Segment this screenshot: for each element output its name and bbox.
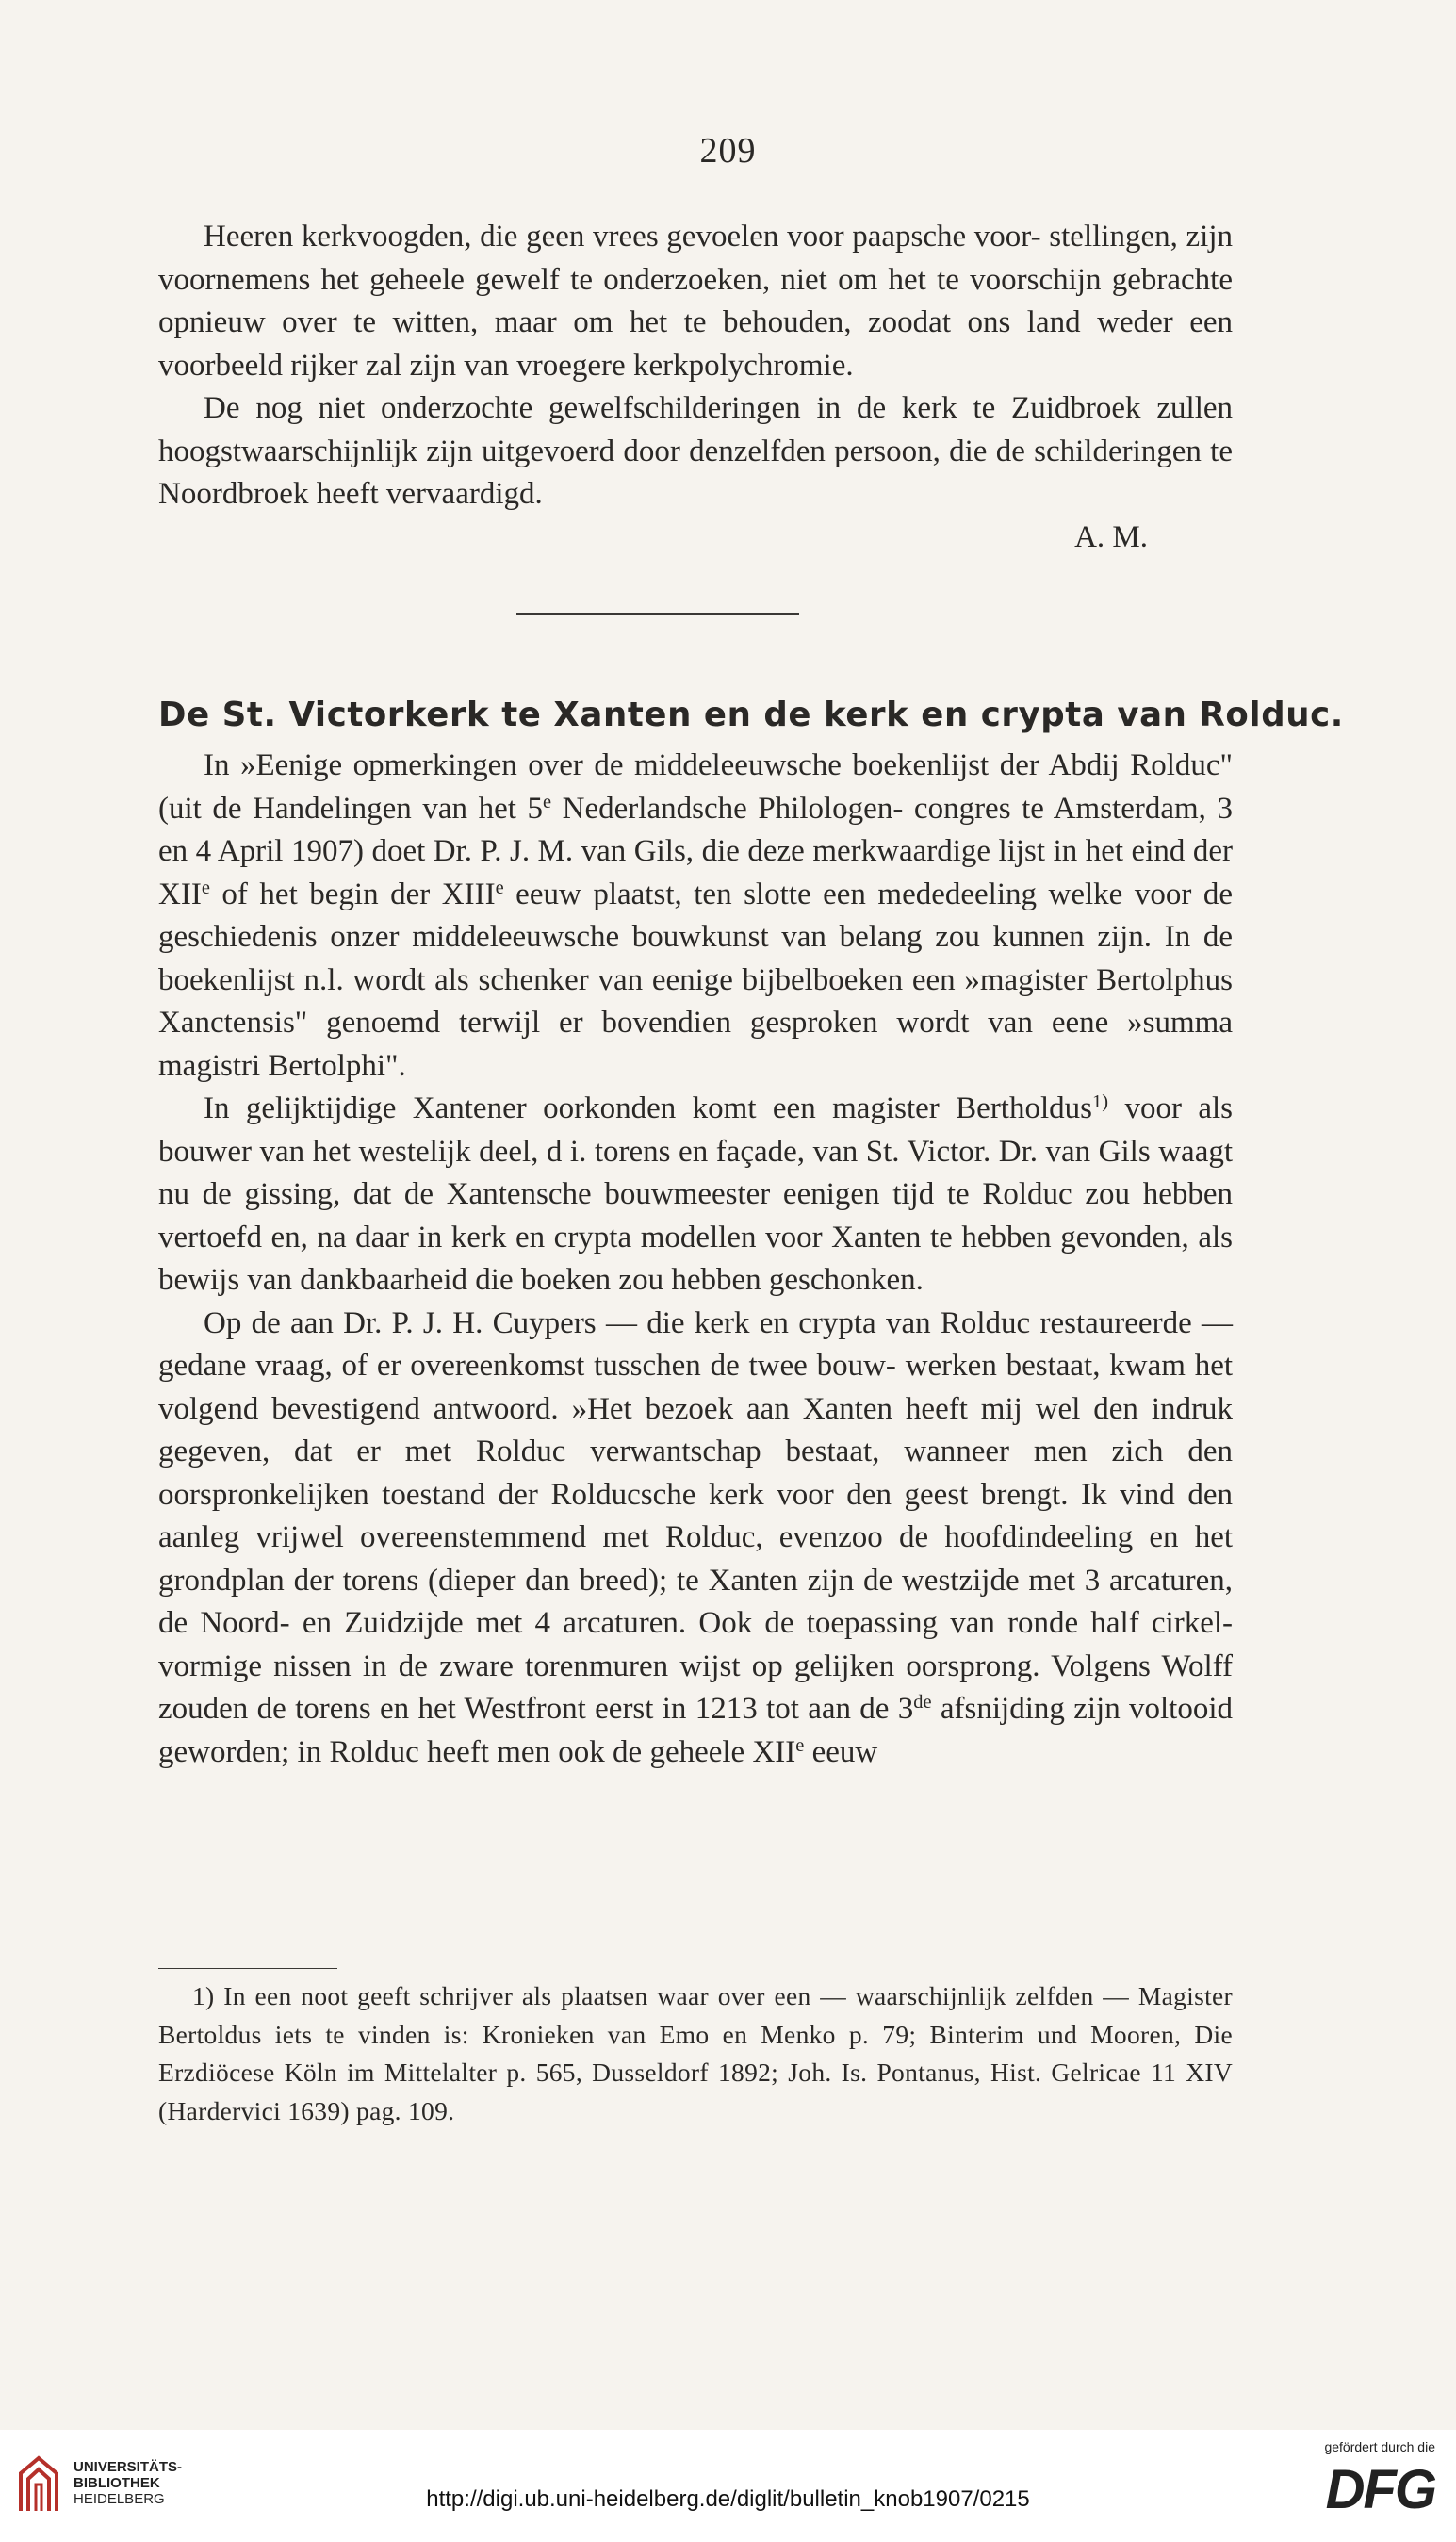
article-title: De St. Victorkerk te Xanten en de kerk en crypta van Rolduc. xyxy=(158,696,1344,734)
article-paragraph-3: Op de aan Dr. P. J. H. Cuypers — die kerk en crypta van Rolduc restaureerde — gedane vraag, of er overeenkomst tusschen de twee bouw- werken bestaat, kwam het volgend bevestigend antwoord. »Het bezoek aan Xanten heeft mij wel den indruk gegeven, dat er met Rolduc verwantschap bestaat, wanneer men zich den oorspronkelijken toestand der Rolducsche kerk voor den geest brengt. Ik vind den aanleg vrijwel overeenstemmend met Rolduc, evenzoo de hoofdindeeling en het grondplan der torens (dieper dan breed); te Xanten zijn de westzijde met 3 arcaturen, de Noord- en Zuidzijde met 4 arcaturen. Ook de toepassing van ronde half cirkel- vormige nissen in de zware torenmuren wijst op gelijken oorsprong. Volgens Wolff zouden de torens en het Westfront eerst in 1213 tot aan de 3de afsnijding zijn voltooid geworden; in Rolduc heeft men ook de geheele XIIe eeuw xyxy=(158,1305,1234,1769)
article-body xyxy=(158,745,1233,1774)
footer-bar xyxy=(0,2430,1456,2542)
footnote xyxy=(158,1977,1233,2130)
page-number: 209 xyxy=(699,131,757,171)
top-section xyxy=(158,216,1233,559)
intro-paragraph-2: De nog niet onderzochte gewelfschilderingen in de kerk te Zuidbroek zullen hoogstwaarschijnlijk zijn uitgevoerd door denzelfden persoon, die de schilderingen te Noordbroek heeft vervaardigd. xyxy=(158,391,1234,511)
article-paragraph-2: In gelijktijdige Xantener oorkonden komt een magister Bertholdus$^{1)}$ voor als bouwer van het westelijk deel, d i. torens en façade, van St. Victor. Dr. van Gils waagt nu de gissing, dat de Xantensche bouwmeester eenigen tijd te Rolduc zou hebben vertoefd en, na daar in kerk en crypta modellen voor Xanten te hebben gevonden, als bewijs van dankbaarheid die boeken zou hebben geschonken. xyxy=(158,1091,1234,1297)
library-name: UNIVERSITÄTS- BIBLIOTHEK HEIDELBERG xyxy=(74,2459,183,2507)
intro-paragraph-1: Heeren kerkvoogden, die geen vrees gevoelen voor paapsche voor- stellingen, zijn voornemens het geheele gewelf te onderzoeken, niet om het te voorschijn gebrachte opnieuw over te witten, maar om het te behouden, zoodat ons land weder een voorbeeld rijker zal zijn van vroegere kerkpolychromie. xyxy=(158,220,1234,383)
article-paragraph-1: In »Eenige opmerkingen over de middeleeuwsche boekenlijst der Abdij Rolduc" (uit de Handelingen van het 5e Nederlandsche Philologen- congres te Amsterdam, 3 en 4 April 1907) doet Dr. P. J. M. van Gils, die deze merkwaardige lijst in het eind der XIIe of het begin der XIIIe eeuw plaatst, ten slotte een mededeeling welke voor de geschiedenis onzer middeleeuwsche bouwkunst van belang zou kunnen zijn. In de boekenlijst n.l. wordt als schenker van eenige bijbelboeken een »magister Bertolphus Xanctensis" genoemd terwijl er bovendien gesproken wordt van eene »summa magistri Bertolphi". xyxy=(158,748,1234,1083)
footnote-divider xyxy=(158,1968,337,1969)
footnote-reference[interactable]: 1) xyxy=(1092,1091,1109,1112)
section-divider xyxy=(516,613,799,615)
footnote-text: 1) In een noot geeft schrijver als plaatsen waar over een — waarschijnlijk zelfden — Magister Bertoldus iets te vinden is: Kronieken van Emo en Menko p. 79; Binterim und Mooren, Die Erzdiöcese Köln im Mittelalter p. 565, Dusseldorf 1892; Joh. Is. Pontanus, Hist. Gelricae 11 XIV (Hardervici 1639) pag. 109. xyxy=(158,1981,1233,2125)
signature: A. M. xyxy=(1074,519,1148,554)
funder-caption: gefördert durch die xyxy=(1324,2439,1435,2454)
source-url-link[interactable]: http://digi.ub.uni-heidelberg.de/diglit/bulletin_knob1907/0215 xyxy=(426,2486,1030,2512)
dfg-logo: DFG xyxy=(1325,2459,1435,2520)
